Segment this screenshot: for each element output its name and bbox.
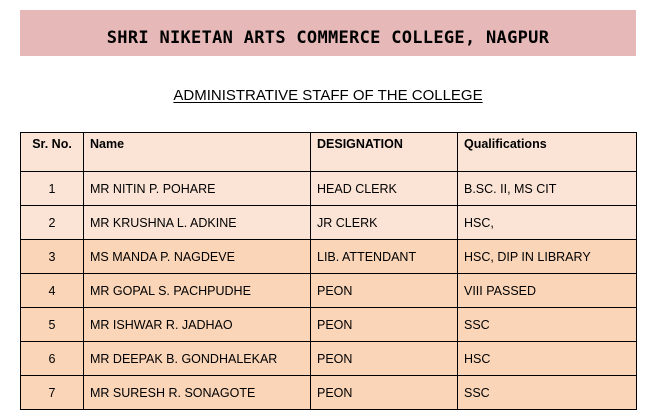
cell-sr-no: 7 bbox=[21, 376, 84, 410]
cell-sr-no: 5 bbox=[21, 308, 84, 342]
cell-sr-no: 6 bbox=[21, 342, 84, 376]
column-header-sr-no: Sr. No. bbox=[21, 133, 84, 172]
cell-designation: HEAD CLERK bbox=[311, 172, 458, 206]
column-header-name: Name bbox=[84, 133, 311, 172]
table-header-row bbox=[21, 133, 637, 172]
table-row bbox=[21, 342, 637, 376]
cell-qualification: B.SC. II, MS CIT bbox=[458, 172, 637, 206]
college-title: SHRI NIKETAN ARTS COMMERCE COLLEGE, NAGPUR bbox=[106, 28, 550, 48]
cell-designation: JR CLERK bbox=[311, 206, 458, 240]
table-row bbox=[21, 240, 637, 274]
table-row bbox=[21, 376, 637, 410]
cell-sr-no: 4 bbox=[21, 274, 84, 308]
cell-name: MR SURESH R. SONAGOTE bbox=[84, 376, 311, 410]
table-row bbox=[21, 172, 637, 206]
cell-qualification: HSC bbox=[458, 342, 637, 376]
subtitle-text: ADMINISTRATIVE STAFF OF THE COLLEGE bbox=[173, 87, 483, 104]
cell-qualification: SSC bbox=[458, 376, 637, 410]
cell-sr-no: 2 bbox=[21, 206, 84, 240]
cell-name: MR DEEPAK B. GONDHALEKAR bbox=[84, 342, 311, 376]
cell-designation: PEON bbox=[311, 342, 458, 376]
cell-name: MR KRUSHNA L. ADKINE bbox=[84, 206, 311, 240]
cell-qualification: SSC bbox=[458, 308, 637, 342]
cell-name: MR GOPAL S. PACHPUDHE bbox=[84, 274, 311, 308]
page-subtitle bbox=[0, 87, 648, 104]
table-row bbox=[21, 206, 637, 240]
cell-name: MR NITIN P. POHARE bbox=[84, 172, 311, 206]
table-row bbox=[21, 274, 637, 308]
cell-designation: PEON bbox=[311, 376, 458, 410]
cell-designation: PEON bbox=[311, 274, 458, 308]
cell-qualification: HSC, bbox=[458, 206, 637, 240]
table-row bbox=[21, 308, 637, 342]
cell-sr-no: 3 bbox=[21, 240, 84, 274]
cell-designation: LIB. ATTENDANT bbox=[311, 240, 458, 274]
title-banner bbox=[20, 10, 636, 56]
cell-name: MS MANDA P. NAGDEVE bbox=[84, 240, 311, 274]
cell-qualification: VIII PASSED bbox=[458, 274, 637, 308]
column-header-designation: DESIGNATION bbox=[311, 133, 458, 172]
cell-name: MR ISHWAR R. JADHAO bbox=[84, 308, 311, 342]
cell-sr-no: 1 bbox=[21, 172, 84, 206]
cell-designation: PEON bbox=[311, 308, 458, 342]
cell-qualification: HSC, DIP IN LIBRARY bbox=[458, 240, 637, 274]
staff-table bbox=[20, 132, 637, 410]
column-header-qualifications: Qualifications bbox=[458, 133, 637, 172]
